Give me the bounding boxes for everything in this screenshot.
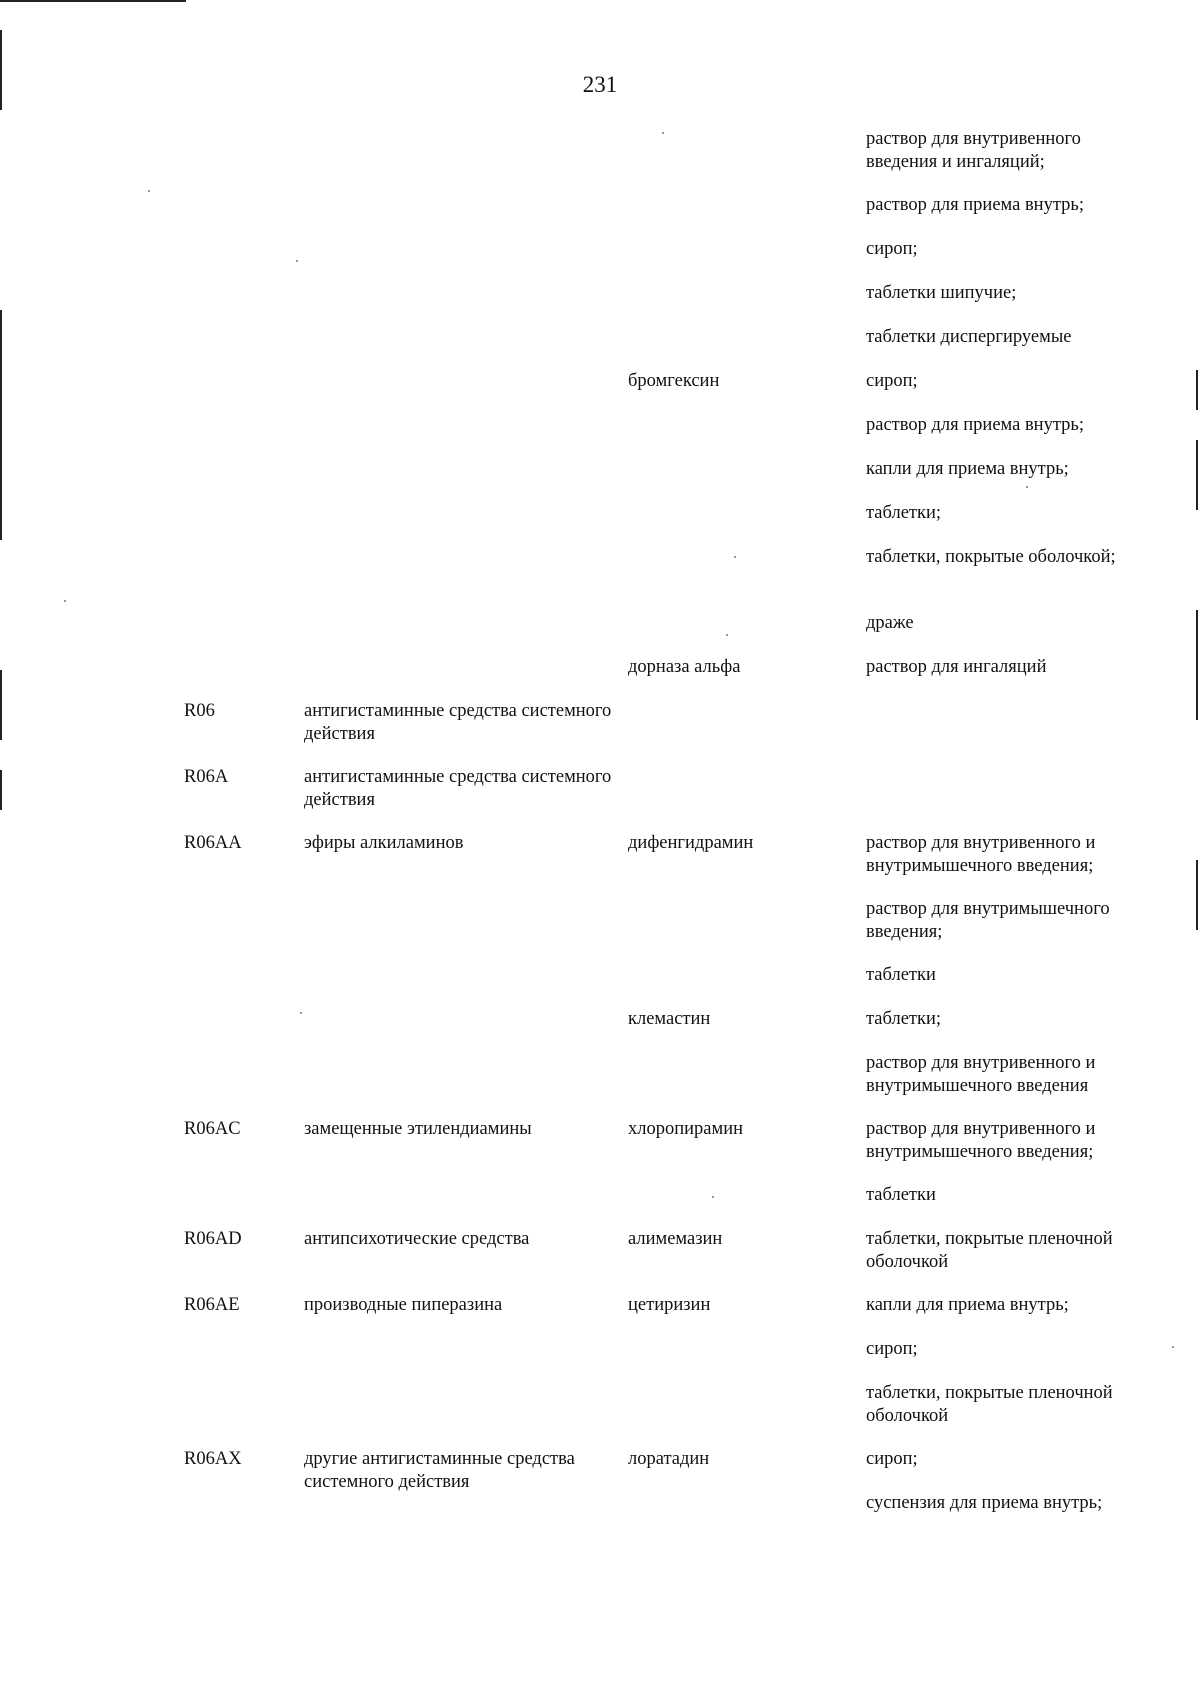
dosage-form: капли для приема внутрь; bbox=[866, 1295, 1069, 1315]
dosage-form: раствор для внутривенного и внутримышечного введения; bbox=[866, 833, 1096, 876]
scan-edge-left-2 bbox=[0, 310, 2, 540]
atc-code: R06AA bbox=[184, 833, 242, 853]
atc-code: R06AC bbox=[184, 1119, 241, 1139]
scan-edge-top bbox=[0, 0, 186, 2]
dosage-form: таблетки, покрытые пленочной оболочкой bbox=[866, 1229, 1113, 1272]
scan-edge-right-2 bbox=[1196, 440, 1198, 510]
dosage-form: драже bbox=[866, 613, 914, 633]
scan-edge-right-1 bbox=[1196, 370, 1198, 410]
scan-speck bbox=[1172, 1346, 1174, 1348]
dosage-form: раствор для приема внутрь; bbox=[866, 195, 1084, 215]
dosage-form: таблетки, покрытые пленочной оболочкой bbox=[866, 1383, 1113, 1426]
dosage-form: таблетки; bbox=[866, 1009, 942, 1029]
scan-edge-right-4 bbox=[1196, 860, 1198, 930]
dosage-form: раствор для внутримышечного введения; bbox=[866, 899, 1110, 942]
drug-name: алимемазин bbox=[628, 1229, 723, 1249]
drug-name: клемастин bbox=[628, 1009, 711, 1029]
scan-speck bbox=[726, 634, 728, 636]
dosage-form: сироп; bbox=[866, 1449, 918, 1469]
pharmacological-group: антигистаминные средства системного действия bbox=[304, 767, 612, 810]
scan-edge-left-4 bbox=[0, 770, 2, 810]
scan-speck bbox=[1026, 486, 1028, 488]
scan-speck bbox=[300, 1012, 302, 1014]
pharmacological-group: другие антигистаминные средства системного действия bbox=[304, 1449, 575, 1492]
dosage-form: сироп; bbox=[866, 1339, 918, 1359]
dosage-form: раствор для внутривенного и внутримышечного введения; bbox=[866, 1119, 1096, 1162]
scan-edge-right-3 bbox=[1196, 610, 1198, 720]
scan-edge-left-1 bbox=[0, 30, 2, 110]
drug-name: бромгексин bbox=[628, 371, 720, 391]
scan-speck bbox=[64, 600, 66, 602]
pharmacological-group: замещенные этилендиамины bbox=[304, 1119, 532, 1139]
scan-speck bbox=[296, 260, 298, 262]
dosage-form: таблетки bbox=[866, 1185, 936, 1205]
drug-name: дифенгидрамин bbox=[628, 833, 754, 853]
dosage-form: раствор для внутривенного введения и ингаляций; bbox=[866, 129, 1081, 172]
dosage-form: таблетки, покрытые оболочкой; bbox=[866, 547, 1116, 567]
dosage-form: таблетки; bbox=[866, 503, 942, 523]
dosage-form: раствор для приема внутрь; bbox=[866, 415, 1084, 435]
page-number: 231 bbox=[582, 72, 618, 97]
dosage-form: таблетки шипучие; bbox=[866, 283, 1017, 303]
dosage-form: таблетки bbox=[866, 965, 936, 985]
atc-code: R06AD bbox=[184, 1229, 242, 1249]
atc-code: R06AX bbox=[184, 1449, 242, 1469]
scan-edge-left-3 bbox=[0, 670, 2, 740]
drug-name: дорназа альфа bbox=[628, 657, 741, 677]
scan-speck bbox=[148, 190, 150, 192]
dosage-form: раствор для ингаляций bbox=[866, 657, 1047, 677]
pharmacological-group: антигистаминные средства системного действия bbox=[304, 701, 612, 744]
dosage-form: сироп; bbox=[866, 371, 918, 391]
pharmacological-group: эфиры алкиламинов bbox=[304, 833, 464, 853]
scan-speck bbox=[734, 556, 736, 558]
dosage-form: таблетки диспергируемые bbox=[866, 327, 1072, 347]
drug-name: лоратадин bbox=[628, 1449, 710, 1469]
dosage-form: суспензия для приема внутрь; bbox=[866, 1493, 1103, 1513]
drug-name: цетиризин bbox=[628, 1295, 711, 1315]
drug-name: хлоропирамин bbox=[628, 1119, 744, 1139]
dosage-form: капли для приема внутрь; bbox=[866, 459, 1069, 479]
dosage-form: раствор для внутривенного и внутримышечного введения bbox=[866, 1053, 1096, 1096]
scan-speck bbox=[662, 132, 664, 134]
atc-code: R06 bbox=[184, 701, 215, 721]
atc-code: R06A bbox=[184, 767, 229, 787]
atc-code: R06AE bbox=[184, 1295, 240, 1315]
pharmacological-group: антипсихотические средства bbox=[304, 1229, 530, 1249]
pharmacological-group: производные пиперазина bbox=[304, 1295, 503, 1315]
scan-speck bbox=[712, 1196, 714, 1198]
dosage-form: сироп; bbox=[866, 239, 918, 259]
